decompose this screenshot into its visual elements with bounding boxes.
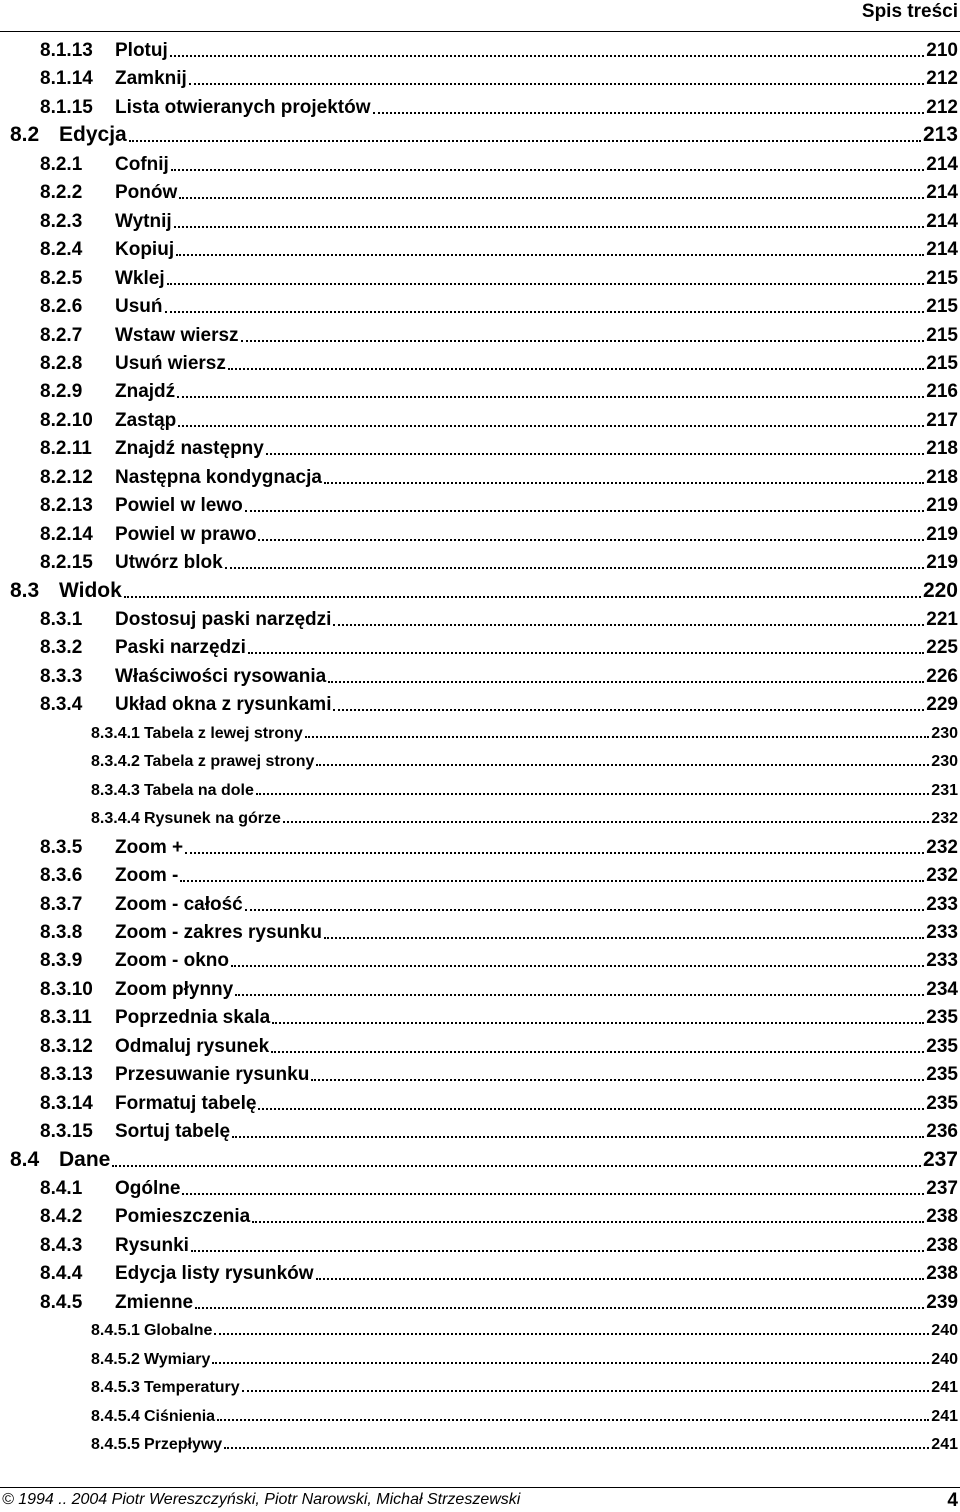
toc-entry[interactable] (0, 831, 958, 859)
toc-entry-number: 8.2.7 (40, 324, 83, 346)
toc-entry-page: 214 (926, 182, 958, 204)
toc-entry[interactable] (0, 1172, 958, 1200)
toc-entry-number: 8.4.3 (40, 1234, 83, 1256)
toc-entry-title: Wklej (115, 267, 165, 289)
toc-entry-title: Zoom - okno (115, 950, 229, 972)
toc-entry-title: Edycja listy rysunków (115, 1263, 314, 1285)
toc-entry-title: Pomieszczenia (115, 1206, 251, 1228)
toc-dot-leader (179, 197, 924, 199)
toc-dot-leader (228, 368, 924, 370)
toc-dot-leader (235, 994, 924, 996)
toc-entry-page: 231 (931, 781, 958, 799)
toc-entry-number: 8.2.14 (40, 523, 93, 545)
footer-page-number: 4 (947, 1490, 958, 1511)
toc-entry[interactable] (0, 91, 958, 119)
toc-entry-title: Dane (59, 1147, 111, 1171)
toc-entry-number: 8.3.13 (40, 1064, 93, 1086)
toc-entry[interactable] (0, 119, 958, 147)
toc-entry-page: 233 (926, 921, 958, 943)
toc-dot-leader (333, 624, 924, 626)
toc-entry[interactable] (0, 375, 958, 403)
toc-entry-number: 8.4.5.4 (91, 1407, 140, 1425)
toc-entry-title: Następna kondygnacja (115, 466, 322, 488)
toc-entry-title: Znajdź (115, 381, 176, 403)
toc-entry-number: 8.3.4.1 (91, 724, 140, 742)
toc-entry-title: Przesuwanie rysunku (115, 1064, 310, 1086)
toc-entry[interactable] (0, 62, 958, 90)
header-divider (0, 31, 960, 32)
toc-entry[interactable] (0, 1001, 958, 1029)
toc-entry[interactable] (0, 944, 958, 972)
toc-entry-title: Zoom - zakres rysunku (115, 921, 322, 943)
toc-dot-leader (328, 681, 924, 683)
toc-entry-number: 8.3.7 (40, 893, 83, 915)
toc-entry[interactable] (0, 1087, 958, 1115)
toc-entry-page: 241 (931, 1407, 958, 1425)
toc-dot-leader (224, 1447, 929, 1449)
toc-entry-page: 219 (926, 523, 958, 545)
toc-entry-page: 219 (926, 495, 958, 517)
toc-entry-page: 215 (926, 324, 958, 346)
toc-entry[interactable] (0, 631, 958, 659)
toc-entry-page: 214 (926, 153, 958, 175)
toc-entry-number: 8.1.14 (40, 68, 93, 90)
toc-dot-leader (316, 1278, 925, 1280)
toc-entry-number: 8.4.5.5 (91, 1436, 140, 1454)
toc-entry[interactable] (0, 575, 958, 603)
toc-entry-number: 8.4.5.2 (91, 1350, 140, 1368)
toc-entry-title: Zamknij (115, 68, 187, 90)
toc-entry-page: 233 (926, 893, 958, 915)
toc-entry[interactable] (0, 262, 958, 290)
toc-entry-number: 8.4.5.1 (91, 1322, 140, 1340)
toc-entry-page: 240 (931, 1322, 958, 1340)
toc-entry-title: Wytnij (115, 210, 172, 232)
toc-entry-number: 8.3.4.2 (91, 753, 140, 771)
toc-entry[interactable] (0, 148, 958, 176)
toc-entry-number: 8.4.5.3 (91, 1379, 140, 1397)
toc-entry-number: 8.3.15 (40, 1121, 93, 1143)
toc-entry-page: 215 (926, 296, 958, 318)
toc-dot-leader (165, 311, 925, 313)
toc-dot-leader (178, 425, 924, 427)
toc-dot-leader (258, 539, 924, 541)
toc-entry-number: 8.4 (10, 1147, 40, 1171)
toc-entry-number: 8.2.15 (40, 552, 93, 574)
toc-entry-page: 213 (922, 123, 958, 147)
toc-entry-title: Wymiary (143, 1350, 211, 1368)
toc-entry-page: 226 (926, 665, 958, 687)
toc-entry-number: 8.2.13 (40, 495, 93, 517)
toc-entry[interactable] (0, 233, 958, 261)
toc-dot-leader (241, 340, 925, 342)
toc-entry-page: 232 (926, 865, 958, 887)
toc-entry-page: 221 (926, 609, 958, 630)
toc-entry-number: 8.4.5 (40, 1291, 83, 1313)
toc-entry[interactable] (0, 1400, 958, 1426)
toc-dot-leader (185, 852, 924, 854)
toc-dot-leader (311, 1079, 924, 1081)
toc-entry-number: 8.4.1 (40, 1178, 83, 1199)
toc-dot-leader (214, 1333, 929, 1335)
toc-entry-page: 235 (926, 1092, 958, 1114)
toc-dot-leader (324, 482, 924, 484)
toc-entry-page: 241 (931, 1379, 958, 1397)
toc-dot-leader (177, 396, 924, 398)
toc-entry[interactable] (0, 404, 958, 432)
toc-entry-title: Tabela na dole (143, 781, 254, 799)
toc-entry[interactable] (0, 205, 958, 233)
toc-entry-page: 214 (926, 239, 958, 261)
toc-entry-number: 8.4.2 (40, 1206, 83, 1228)
toc-dot-leader (373, 112, 925, 114)
toc-dot-leader (283, 821, 929, 823)
toc-entry[interactable] (0, 1257, 958, 1285)
toc-entry-title: Usuń wiersz (115, 352, 226, 374)
toc-dot-leader (252, 1221, 924, 1223)
toc-entry-page: 217 (926, 409, 958, 431)
toc-entry-page: 238 (926, 1234, 958, 1256)
toc-dot-leader (212, 1362, 929, 1364)
toc-entry-number: 8.3.14 (40, 1092, 93, 1114)
toc-entry-page: 235 (926, 1035, 958, 1057)
toc-dot-leader (180, 880, 924, 882)
toc-entry-title: Zastąp (115, 409, 177, 431)
toc-entry-title: Temperatury (143, 1379, 240, 1397)
toc-entry[interactable] (0, 1371, 958, 1397)
toc-entry[interactable] (0, 859, 958, 887)
toc-entry-title: Zmienne (115, 1291, 194, 1313)
toc-dot-leader (189, 83, 924, 85)
toc-entry-title: Ponów (115, 182, 178, 204)
toc-entry-page: 216 (926, 381, 958, 403)
toc-entry-title: Usuń (115, 296, 163, 318)
toc-entry-number: 8.3.2 (40, 637, 83, 659)
toc-entry-title: Właściwości rysowania (115, 665, 327, 687)
toc-entry-number: 8.2.9 (40, 381, 83, 403)
running-header-title: Spis treści (861, 1, 958, 22)
toc-entry-number: 8.2.10 (40, 409, 93, 431)
toc-entry-title: Zoom - całość (115, 893, 243, 915)
toc-entry-number: 8.4.4 (40, 1263, 83, 1285)
toc-entry[interactable] (0, 1115, 958, 1143)
toc-entry-number: 8.2 (10, 123, 40, 147)
toc-dot-leader (182, 1193, 924, 1195)
toc-entry-title: Formatuj tabelę (115, 1092, 257, 1114)
toc-entry[interactable] (0, 461, 958, 489)
toc-entry[interactable] (0, 176, 958, 204)
toc-entry-page: 237 (926, 1178, 958, 1199)
toc-dot-leader (225, 567, 925, 569)
toc-entry[interactable] (0, 518, 958, 546)
toc-dot-leader (245, 510, 925, 512)
toc-dot-leader (333, 709, 924, 711)
toc-entry-page: 240 (931, 1350, 958, 1368)
toc-entry[interactable] (0, 1058, 958, 1086)
toc-entry-title: Wstaw wiersz (115, 324, 239, 346)
toc-entry-page: 218 (926, 438, 958, 460)
toc-entry-number: 8.3.4.3 (91, 781, 140, 799)
toc-dot-leader (305, 736, 929, 738)
toc-entry-number: 8.2.3 (40, 210, 83, 232)
toc-entry[interactable] (0, 546, 958, 574)
toc-entry-number: 8.3.5 (40, 836, 83, 858)
toc-entry[interactable] (0, 774, 958, 800)
toc-entry-title: Powiel w lewo (115, 495, 243, 517)
toc-entry-page: 239 (926, 1291, 958, 1313)
toc-entry-page: 214 (926, 210, 958, 232)
toc-dot-leader (272, 1022, 924, 1024)
toc-entry-title: Lista otwieranych projektów (115, 96, 371, 118)
toc-entry-number: 8.3.11 (40, 1007, 92, 1029)
toc-entry-page: 220 (922, 578, 958, 602)
toc-entry-title: Dostosuj paski narzędzi (115, 609, 332, 630)
toc-entry-title: Ogólne (115, 1178, 181, 1199)
toc-entry-title: Widok (59, 578, 122, 602)
toc-entry[interactable] (0, 347, 958, 375)
toc-entry-number: 8.2.2 (40, 182, 83, 204)
toc-dot-leader (191, 1250, 924, 1252)
toc-entry[interactable] (0, 432, 958, 460)
toc-entry-number: 8.2.8 (40, 352, 83, 374)
toc-entry-number: 8.3.12 (40, 1035, 93, 1057)
toc-entry-number: 8.1.13 (40, 40, 93, 61)
toc-dot-leader (245, 909, 925, 911)
toc-entry-title: Rysunek na górze (143, 810, 281, 828)
toc-entry[interactable] (0, 34, 958, 62)
toc-entry-page: 229 (926, 694, 958, 716)
toc-entry-number: 8.3.6 (40, 865, 83, 887)
toc-entry-number: 8.3.3 (40, 665, 83, 687)
toc-entry-page: 235 (926, 1007, 958, 1029)
toc-entry-page: 230 (931, 724, 958, 742)
toc-dot-leader (176, 254, 924, 256)
footer-copyright: © 1994 .. 2004 Piotr Wereszczyński, Piotr Narowski, Michał Strzeszewski (2, 1491, 521, 1508)
toc-entry-title: Paski narzędzi (115, 637, 246, 659)
toc-entry-number: 8.1.15 (40, 96, 93, 118)
toc-entry-number: 8.2.1 (40, 153, 83, 175)
toc-entry-title: Kopiuj (115, 239, 175, 261)
toc-entry-title: Rysunki (115, 1234, 189, 1256)
toc-entry-title: Tabela z lewej strony (143, 724, 303, 742)
toc-entry[interactable] (0, 888, 958, 916)
toc-entry-number: 8.2.6 (40, 296, 83, 318)
toc-dot-leader (167, 283, 925, 285)
toc-entry-page: 232 (931, 810, 958, 828)
toc-entry[interactable] (0, 290, 958, 318)
toc-entry-page: 218 (926, 466, 958, 488)
toc-entry-number: 8.3.1 (40, 609, 83, 630)
toc-entry[interactable] (0, 973, 958, 1001)
toc-entry-title: Odmaluj rysunek (115, 1035, 270, 1057)
toc-entry-title: Plotuj (115, 40, 168, 61)
toc-entry[interactable] (0, 1428, 958, 1454)
toc-entry-title: Przepływy (143, 1436, 223, 1454)
toc-entry[interactable] (0, 1200, 958, 1228)
toc-dot-leader (242, 1390, 930, 1392)
toc-entry-number: 8.2.11 (40, 438, 92, 460)
toc-entry-title: Utwórz blok (115, 552, 223, 574)
toc-dot-leader (170, 55, 925, 57)
toc-entry[interactable] (0, 1286, 958, 1314)
toc-dot-leader (316, 764, 929, 766)
toc-entry-title: Globalne (143, 1322, 213, 1340)
toc-entry-title: Sortuj tabelę (115, 1121, 231, 1143)
toc-dot-leader (248, 652, 924, 654)
toc-entry-title: Ciśnienia (143, 1407, 216, 1425)
toc-dot-leader (195, 1307, 924, 1309)
toc-entry-title: Znajdź następny (115, 438, 264, 460)
toc-entry-page: 225 (926, 637, 958, 659)
toc-dot-leader (171, 169, 924, 171)
toc-entry-page: 241 (931, 1436, 958, 1454)
toc-entry-page: 236 (926, 1121, 958, 1143)
toc-entry-number: 8.3.10 (40, 978, 93, 1000)
toc-dot-leader (112, 1165, 921, 1167)
toc-entry-page: 238 (926, 1206, 958, 1228)
toc-entry[interactable] (0, 1343, 958, 1369)
toc-entry-title: Układ okna z rysunkami (115, 694, 332, 716)
footer-divider (0, 1487, 960, 1488)
toc-entry-page: 219 (926, 552, 958, 574)
toc-entry-page: 215 (926, 267, 958, 289)
toc-dot-leader (258, 1108, 924, 1110)
toc-entry[interactable] (0, 745, 958, 771)
toc-entry[interactable] (0, 802, 958, 828)
toc-entry[interactable] (0, 916, 958, 944)
toc-entry-number: 8.3.4 (40, 694, 83, 716)
toc-entry-title: Edycja (59, 123, 127, 147)
toc-entry-page: 212 (926, 96, 958, 118)
toc-entry[interactable] (0, 660, 958, 688)
toc-entry-page: 210 (926, 40, 958, 61)
toc-entry-page: 215 (926, 352, 958, 374)
toc-entry-title: Poprzednia skala (115, 1007, 271, 1029)
toc-entry-page: 233 (926, 950, 958, 972)
toc-entry-page: 238 (926, 1263, 958, 1285)
toc-entry-title: Powiel w prawo (115, 523, 257, 545)
toc-entry-number: 8.2.4 (40, 239, 83, 261)
toc-entry-page: 212 (926, 68, 958, 90)
toc-dot-leader (324, 937, 924, 939)
toc-entry[interactable] (0, 319, 958, 347)
toc-entry-number: 8.2.5 (40, 267, 83, 289)
toc-entry[interactable] (0, 603, 958, 631)
toc-dot-leader (231, 965, 924, 967)
toc-entry-page: 234 (926, 978, 958, 1000)
toc-entry-title: Zoom - (115, 865, 179, 887)
toc-entry-number: 8.3.9 (40, 950, 83, 972)
toc-entry-number: 8.3.8 (40, 921, 83, 943)
toc-entry[interactable] (0, 1030, 958, 1058)
toc-entry-title: Zoom + (115, 836, 184, 858)
toc-entry-page: 232 (926, 836, 958, 858)
toc-dot-leader (232, 1136, 924, 1138)
toc-entry[interactable] (0, 489, 958, 517)
toc-dot-leader (174, 226, 925, 228)
toc-dot-leader (266, 453, 924, 455)
toc-entry-page: 237 (922, 1147, 958, 1171)
toc-entry[interactable] (0, 717, 958, 743)
toc-dot-leader (129, 140, 921, 142)
toc-entry-title: Zoom płynny (115, 978, 234, 1000)
toc-entry-number: 8.3.4.4 (91, 810, 140, 828)
toc-entry-number: 8.2.12 (40, 466, 93, 488)
toc-dot-leader (271, 1051, 924, 1053)
toc-entry-number: 8.3 (10, 578, 40, 602)
toc-entry-title: Cofnij (115, 153, 169, 175)
toc-dot-leader (256, 793, 929, 795)
toc-entry[interactable] (0, 1144, 958, 1172)
toc-entry[interactable] (0, 1314, 958, 1340)
toc-entry[interactable] (0, 1229, 958, 1257)
toc-entry-title: Tabela z prawej strony (143, 753, 315, 771)
toc-entry-page: 235 (926, 1064, 958, 1086)
toc-entry-page: 230 (931, 753, 958, 771)
toc-dot-leader (217, 1419, 929, 1421)
toc-entry[interactable] (0, 688, 958, 716)
toc-dot-leader (124, 596, 921, 598)
